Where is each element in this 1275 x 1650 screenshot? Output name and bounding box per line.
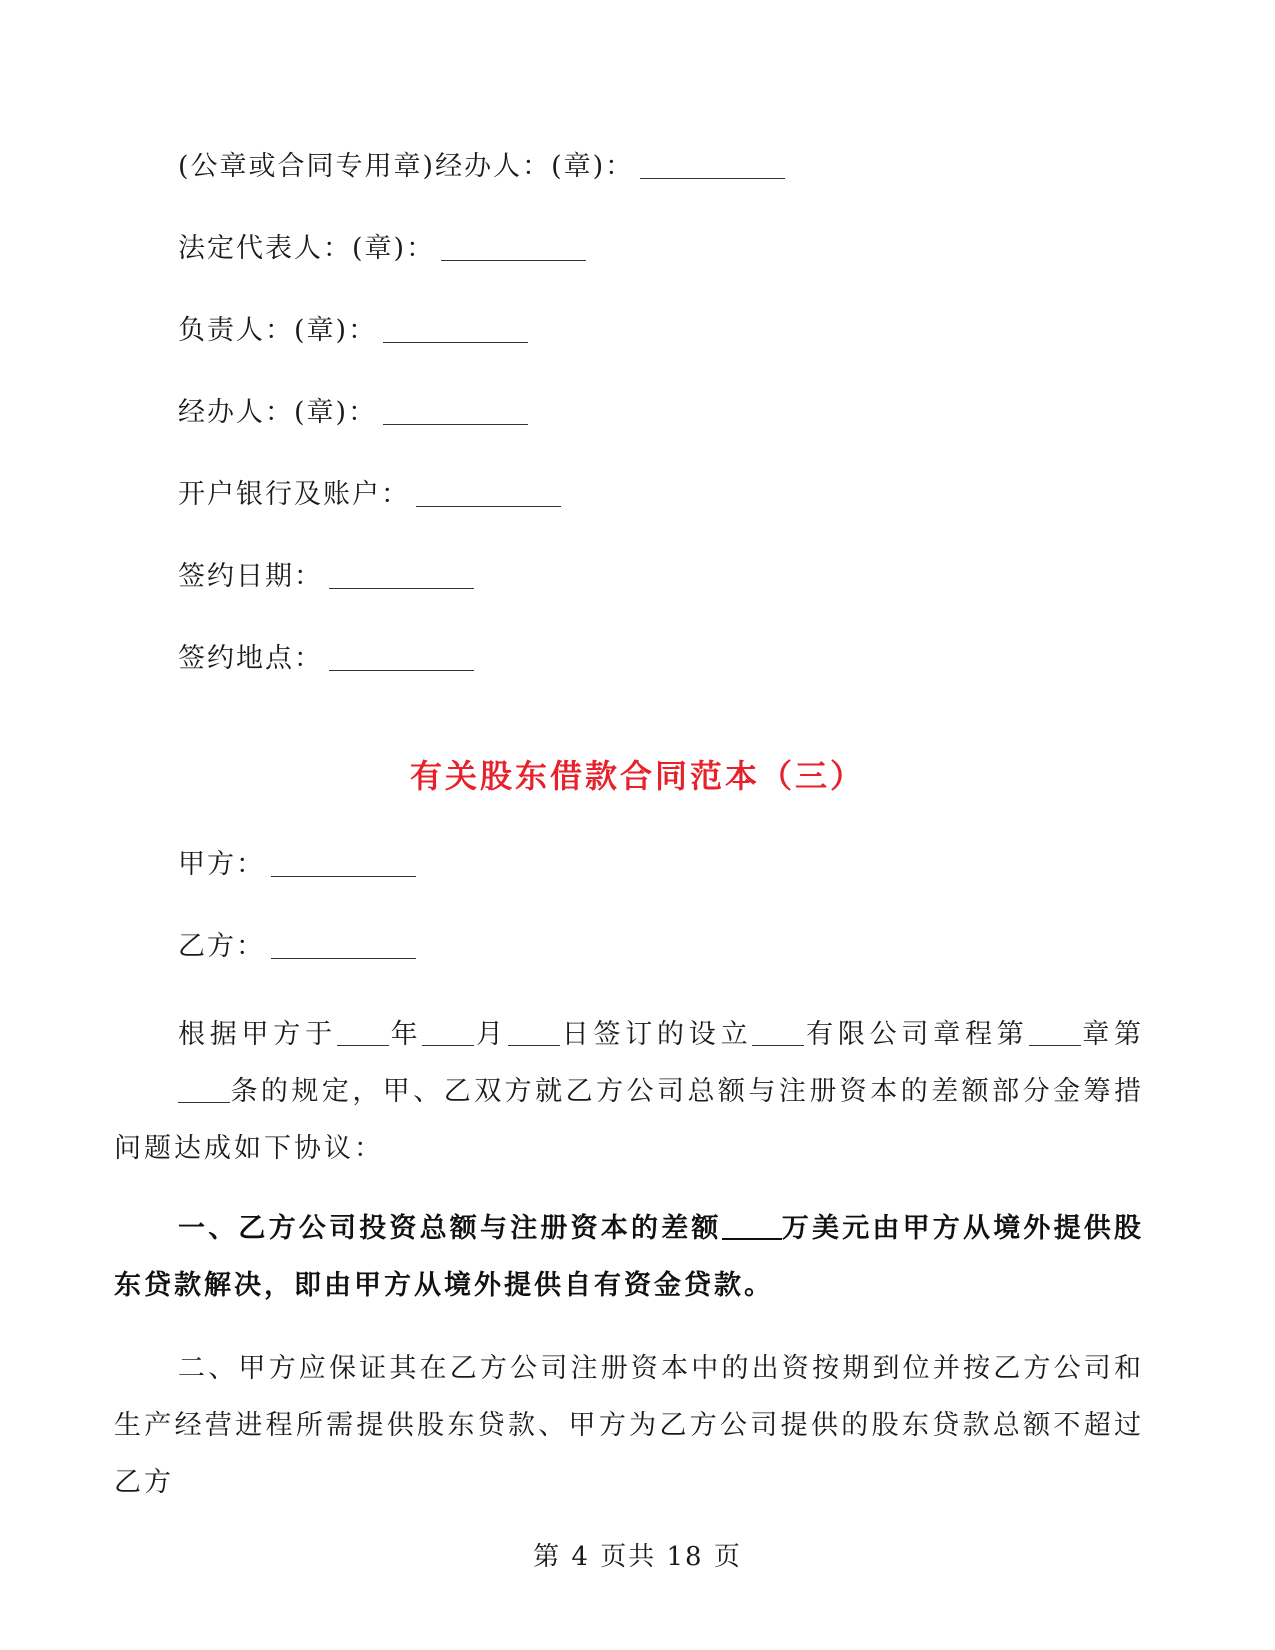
- field-label: 开户银行及账户：: [178, 479, 410, 510]
- text: 万美元由甲方从境外提供股东贷款解决，即由甲方从境外提供自有资金贷款。: [114, 1213, 1145, 1301]
- blank-line[interactable]: [329, 562, 474, 589]
- blank-line[interactable]: [640, 152, 785, 179]
- blank-line[interactable]: [271, 850, 416, 877]
- text: 日签订的设立: [559, 1019, 753, 1050]
- text: 根据甲方于: [178, 1019, 337, 1050]
- blank-article[interactable]: [178, 1078, 230, 1103]
- field-person-in-charge: [178, 314, 528, 348]
- field-label: 甲方：: [178, 849, 265, 880]
- text: 有限公司章程第: [804, 1019, 1029, 1050]
- contract-title: 有关股东借款合同范本（三）: [409, 757, 865, 795]
- intro-paragraph: [114, 1006, 1144, 1177]
- blank-chapter[interactable]: [1029, 1021, 1081, 1046]
- field-sign-date: [178, 560, 474, 594]
- blank-line[interactable]: [416, 480, 561, 507]
- field-sign-place: [178, 642, 474, 676]
- blank-company[interactable]: [752, 1021, 804, 1046]
- field-label: (公章或合同专用章)经办人：(章)：: [178, 151, 635, 182]
- text: 条的规定，甲、乙双方就乙方公司总额与注册资本的差额部分金筹措问题达成如下协议：: [114, 1076, 1144, 1164]
- field-bank-account: [178, 478, 561, 512]
- field-label: 签约地点：: [178, 643, 323, 674]
- blank-line[interactable]: [383, 398, 528, 425]
- blank-month[interactable]: [422, 1021, 474, 1046]
- field-label: 乙方：: [178, 931, 265, 962]
- clause-two: [114, 1340, 1144, 1511]
- blank-day[interactable]: [508, 1021, 560, 1046]
- text: 月: [474, 1019, 508, 1050]
- blank-amount[interactable]: [722, 1214, 782, 1240]
- text: 二、甲方应保证其在乙方公司注册资本中的出资按期到位并按乙方公司和生产经营进程所需提供股东贷款、甲方为乙方公司提供的股东贷款总额不超过乙方: [114, 1353, 1144, 1498]
- field-seal-handler: [178, 150, 785, 184]
- blank-line[interactable]: [441, 234, 586, 261]
- page-number: 第 4 页共 18 页: [533, 1542, 742, 1572]
- field-label: 负责人：(章)：: [178, 315, 378, 346]
- field-party-b: [178, 930, 416, 964]
- text: 章第: [1080, 1019, 1145, 1050]
- text: 一、乙方公司投资总额与注册资本的差额: [178, 1213, 722, 1244]
- field-legal-representative: [178, 232, 586, 266]
- blank-line[interactable]: [271, 932, 416, 959]
- field-label: 法定代表人：(章)：: [178, 233, 436, 264]
- field-handler: [178, 396, 528, 430]
- field-party-a: [178, 848, 416, 882]
- blank-line[interactable]: [383, 316, 528, 343]
- field-label: 签约日期：: [178, 561, 323, 592]
- blank-line[interactable]: [329, 644, 474, 671]
- clause-one: [114, 1200, 1144, 1314]
- blank-year[interactable]: [337, 1021, 389, 1046]
- text: 年: [388, 1019, 423, 1050]
- field-label: 经办人：(章)：: [178, 397, 378, 428]
